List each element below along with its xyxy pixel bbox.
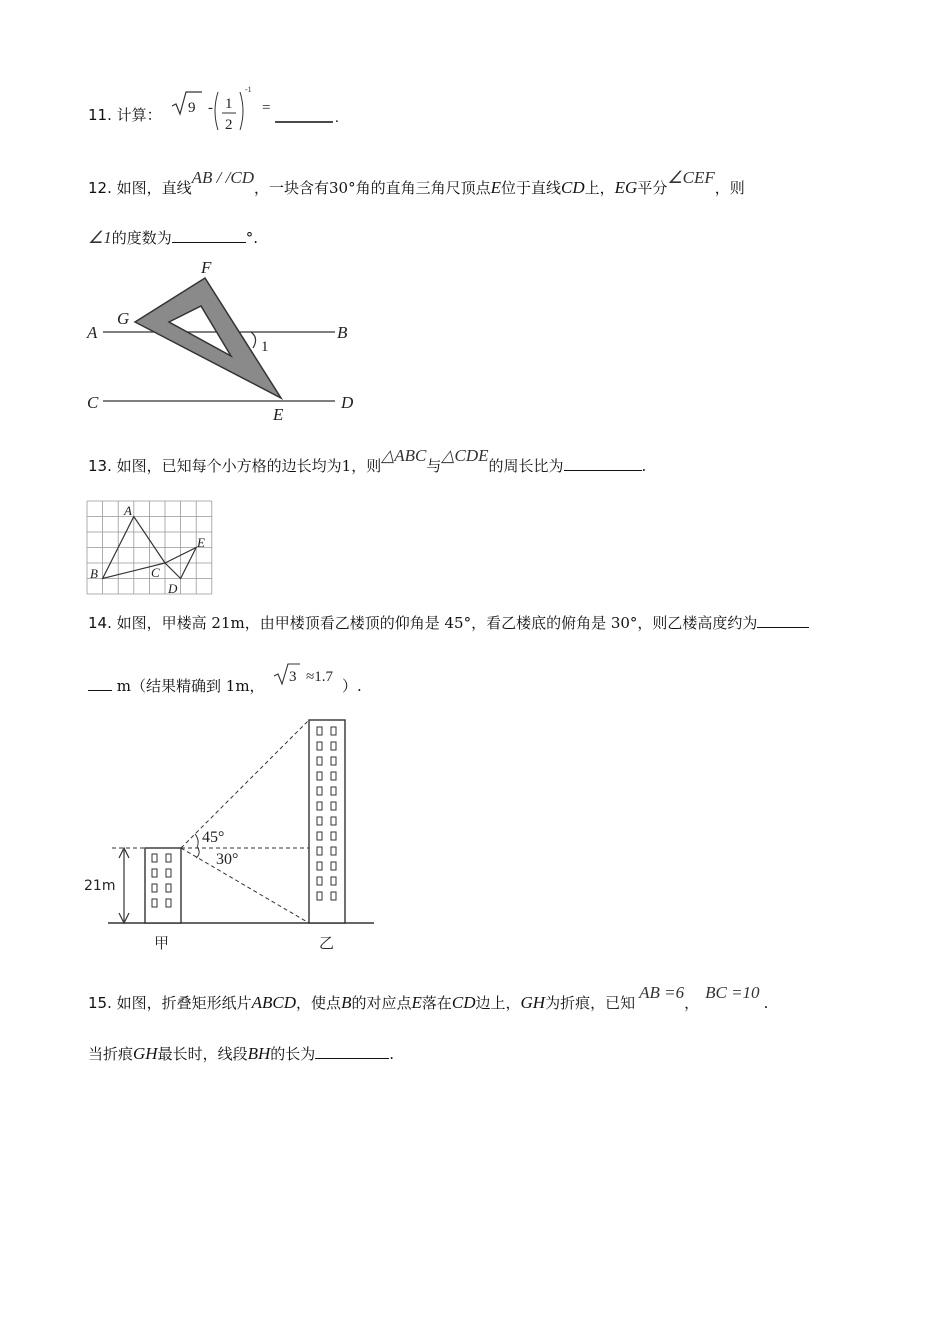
question-14-line2-end <box>342 676 362 696</box>
fraction-numerator: 1 <box>225 96 233 112</box>
label-C: C <box>87 393 99 412</box>
figure-14-buildings <box>82 716 382 956</box>
segment-label: BH <box>247 1044 271 1063</box>
label-B: B <box>337 323 348 342</box>
label-A: A <box>87 323 98 342</box>
point-label: E <box>490 178 502 197</box>
fraction-denominator: 2 <box>225 117 233 133</box>
question-text: ，一块含有 <box>254 179 330 197</box>
point-label: E <box>411 993 422 1012</box>
exponent: -1 <box>245 85 252 94</box>
sqrt-arg: 3 <box>289 669 297 685</box>
question-text: 当折痕 <box>88 1045 134 1063</box>
label-G: G <box>117 309 130 328</box>
question-text: . <box>641 457 647 475</box>
question-number: 13. <box>88 457 112 475</box>
question-12 <box>88 168 745 198</box>
math-triangle: △CDE <box>441 446 489 465</box>
angle-30-label: 30° <box>216 851 239 868</box>
question-text: 位于直线 <box>501 179 562 197</box>
question-text: ）. <box>342 677 362 695</box>
q11-expression <box>168 86 348 136</box>
math-parallel: AB / /CD <box>191 168 254 187</box>
answer-blank <box>564 456 642 471</box>
figure-13-grid <box>87 501 215 597</box>
label-E: E <box>197 535 205 550</box>
sqrt-arg: 9 <box>188 100 196 116</box>
point-label: B <box>341 993 352 1012</box>
question-14-line2 <box>88 676 265 696</box>
question-text: 计算： <box>116 106 162 124</box>
label-C: C <box>151 565 160 580</box>
math-bc: BC =10 <box>705 983 760 1002</box>
label-F: F <box>201 258 212 277</box>
question-text: 如图，甲楼高 21m，由甲楼顶看乙楼顶的仰角是 45°，看乙楼底的俯角是 30°，则乙楼高度约为 <box>116 614 758 632</box>
question-text: 最长时，线段 <box>157 1045 248 1063</box>
question-text: 平分 <box>637 179 668 197</box>
question-text: ，则 <box>714 179 745 197</box>
line-label: CD <box>561 178 585 197</box>
line-label: EG <box>614 178 638 197</box>
approx-value: ≈1.7 <box>306 669 333 685</box>
building-yi <box>309 720 345 923</box>
q14-sqrt-expression <box>272 662 352 692</box>
question-11 <box>88 105 162 125</box>
figure-12-triangle-ruler <box>85 258 365 428</box>
height-label: 21m <box>84 878 116 894</box>
label-B: B <box>90 566 98 581</box>
math-angle: ∠1 <box>88 228 112 247</box>
comma: ， <box>684 994 700 1012</box>
question-text: 落在 <box>421 994 452 1012</box>
angle-45-label: 45° <box>202 829 225 846</box>
question-text: 的长为 <box>270 1045 316 1063</box>
math-angle: ∠CEF <box>667 168 715 187</box>
math-triangle: △ABC <box>381 446 427 465</box>
question-text: 如图，折叠矩形纸片 <box>116 994 252 1012</box>
answer-blank <box>172 228 246 243</box>
unit-value: 1 <box>341 457 352 475</box>
angle-value: 30° <box>329 179 356 197</box>
question-number: 14. <box>88 614 112 632</box>
question-text: ，则 <box>351 457 382 475</box>
question-text: 角的直角三角尺顶点 <box>355 179 491 197</box>
answer-blank <box>757 613 809 628</box>
label-1: 1 <box>261 339 269 355</box>
question-number: 15. <box>88 994 112 1012</box>
question-text: . <box>389 1045 395 1063</box>
label-jia: 甲 <box>154 934 170 952</box>
label-D: D <box>168 581 178 596</box>
question-number: 12. <box>88 179 112 197</box>
question-text: 为折痕，已知 <box>545 994 636 1012</box>
fold-label: GH <box>133 1044 158 1063</box>
question-13 <box>88 446 647 476</box>
label-D: D <box>341 393 354 412</box>
question-14 <box>88 613 809 633</box>
fold-label: GH <box>520 993 546 1012</box>
rect-label: ABCD <box>251 993 297 1012</box>
question-text: m（结果精确到 1m， <box>116 677 265 695</box>
question-text: 边上， <box>475 994 521 1012</box>
question-15-line2 <box>88 1044 394 1064</box>
question-number: 11. <box>88 106 112 124</box>
question-text: 的度数为 <box>111 229 172 247</box>
label-A: A <box>124 503 132 518</box>
question-text: 上， <box>584 179 615 197</box>
question-text: 如图，直线 <box>116 179 192 197</box>
period: . <box>335 110 339 126</box>
minus-sign: - <box>208 100 213 116</box>
answer-blank <box>315 1044 389 1059</box>
question-12-line2 <box>88 228 258 248</box>
question-text: 的周长比为 <box>488 457 564 475</box>
question-15 <box>88 983 769 1013</box>
period: . <box>763 994 769 1012</box>
question-text: °. <box>245 229 259 247</box>
label-E: E <box>273 405 284 424</box>
question-text: 与 <box>426 457 442 475</box>
answer-blank-continued <box>88 676 112 691</box>
question-text: 的对应点 <box>351 994 412 1012</box>
question-text: 如图，已知每个小方格的边长均为 <box>116 457 342 475</box>
building-jia <box>145 848 181 923</box>
math-ab: AB =6 <box>639 983 685 1002</box>
side-label: CD <box>451 993 476 1012</box>
equals-sign: = <box>262 100 271 116</box>
label-yi: 乙 <box>319 934 335 952</box>
question-text: ，使点 <box>296 994 342 1012</box>
